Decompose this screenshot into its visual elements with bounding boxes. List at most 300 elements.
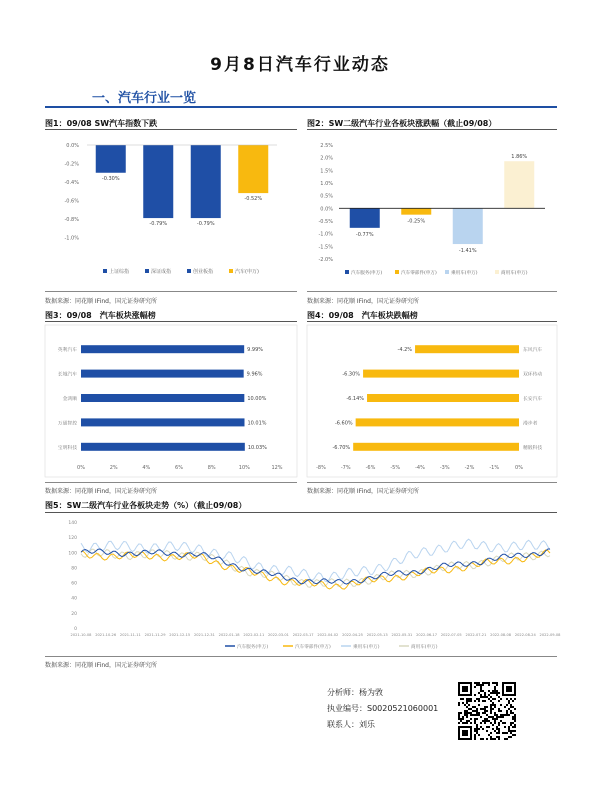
qr-module xyxy=(492,682,494,684)
qr-module xyxy=(490,712,492,714)
qr-module xyxy=(496,726,498,728)
qr-module xyxy=(504,714,506,716)
bar xyxy=(356,418,519,426)
qr-module xyxy=(490,708,492,710)
y-tick-label: 2.0% xyxy=(320,155,333,162)
legend-swatch xyxy=(145,269,149,273)
qr-module xyxy=(500,698,502,700)
analyst-contact: 联系人：刘乐 xyxy=(327,720,375,729)
qr-module xyxy=(510,706,512,708)
legend-label: 商用车(申万) xyxy=(501,271,528,276)
data-label: -4.2% xyxy=(397,347,413,354)
qr-module xyxy=(480,722,482,724)
qr-code-icon xyxy=(458,682,516,740)
qr-module xyxy=(494,718,496,720)
y-tick-label: -1.5% xyxy=(318,244,333,251)
qr-module xyxy=(510,722,512,724)
category-label: 精锻科技 xyxy=(523,445,543,451)
qr-module xyxy=(490,704,492,706)
qr-module xyxy=(478,698,480,700)
qr-module xyxy=(512,716,514,718)
qr-module xyxy=(482,700,484,702)
x-tick-label: 2022-03-01 xyxy=(268,633,289,637)
data-label: -0.79% xyxy=(149,221,168,228)
qr-module xyxy=(470,700,472,702)
data-label: -0.52% xyxy=(244,196,263,203)
qr-module xyxy=(474,728,476,730)
legend-label: 乘用车(申万) xyxy=(353,645,380,650)
legend-swatch xyxy=(229,269,233,273)
x-tick-label: 2021-10-08 xyxy=(70,633,92,637)
qr-module xyxy=(492,702,494,704)
qr-module xyxy=(486,726,488,728)
qr-module xyxy=(474,682,476,684)
qr-module xyxy=(496,716,498,718)
qr-finder xyxy=(506,686,512,692)
qr-module xyxy=(470,714,472,716)
legend-label: 汽车服务(申万) xyxy=(237,645,269,650)
qr-module xyxy=(510,736,512,738)
bar xyxy=(401,208,431,214)
y-tick-label: -0.5% xyxy=(318,219,333,225)
fig1-chart xyxy=(45,131,297,286)
qr-module xyxy=(490,732,492,734)
qr-module xyxy=(498,728,500,730)
qr-module xyxy=(494,720,496,722)
y-tick-label: 0.5% xyxy=(320,193,333,200)
qr-module xyxy=(492,690,494,692)
y-tick-label: 1.0% xyxy=(320,181,333,187)
analyst-name: 分析师：杨为敩 xyxy=(327,688,383,697)
qr-module xyxy=(502,722,504,724)
qr-module xyxy=(480,696,482,698)
qr-module xyxy=(496,692,498,694)
qr-module xyxy=(478,712,480,714)
fig5-chart xyxy=(45,516,561,654)
qr-module xyxy=(508,714,510,716)
qr-module xyxy=(506,710,508,712)
qr-module xyxy=(486,720,488,722)
analyst-cert: 执业编号：S0020521060001 xyxy=(327,704,439,713)
qr-module xyxy=(480,688,482,690)
bar xyxy=(453,208,483,244)
qr-module xyxy=(504,706,506,708)
qr-module xyxy=(506,714,508,716)
y-tick-label: 40 xyxy=(71,596,77,602)
qr-module xyxy=(502,716,504,718)
qr-module xyxy=(476,728,478,730)
category-label: 英利汽车 xyxy=(57,348,77,354)
data-label: -0.79% xyxy=(196,221,215,228)
qr-module xyxy=(506,732,508,734)
data-label: -0.77% xyxy=(355,231,374,238)
qr-module xyxy=(470,718,472,720)
qr-module xyxy=(488,682,490,684)
data-label: -6.70% xyxy=(332,444,351,451)
qr-module xyxy=(492,698,494,700)
bar xyxy=(143,145,173,218)
qr-module xyxy=(468,704,470,706)
qr-module xyxy=(476,712,478,714)
legend-swatch xyxy=(445,270,449,274)
qr-module xyxy=(494,698,496,700)
category-label: 金鸿顺 xyxy=(62,397,77,402)
qr-module xyxy=(498,696,500,698)
y-tick-label: 1.5% xyxy=(320,168,333,175)
qr-module xyxy=(508,702,510,704)
data-label: -0.30% xyxy=(101,175,120,182)
qr-module xyxy=(466,710,468,712)
qr-module xyxy=(474,694,476,696)
qr-module xyxy=(498,692,500,694)
bar xyxy=(363,370,519,378)
qr-module xyxy=(504,732,506,734)
x-tick-label: 10% xyxy=(238,465,250,471)
fig5-rule xyxy=(45,512,557,513)
qr-module xyxy=(474,738,476,740)
qr-module xyxy=(514,708,516,710)
page-title: 9月8日汽车行业动态 xyxy=(210,55,390,75)
qr-module xyxy=(482,696,484,698)
x-tick-label: 2022-07-21 xyxy=(465,633,487,637)
qr-module xyxy=(486,696,488,698)
qr-module xyxy=(466,720,468,722)
data-label: -0.25% xyxy=(407,218,426,225)
qr-module xyxy=(492,704,494,706)
bar xyxy=(191,145,221,218)
y-tick-label: 120 xyxy=(68,536,77,542)
qr-module xyxy=(494,688,496,690)
qr-module xyxy=(476,724,478,726)
qr-module xyxy=(510,724,512,726)
qr-module xyxy=(486,738,488,740)
fig3-chart xyxy=(45,325,297,477)
qr-module xyxy=(474,730,476,732)
qr-module xyxy=(510,730,512,732)
bar xyxy=(96,145,126,173)
legend-label: 深证成指 xyxy=(151,269,172,275)
qr-module xyxy=(514,698,516,700)
qr-module xyxy=(484,706,486,708)
qr-module xyxy=(484,696,486,698)
y-tick-label: -2.0% xyxy=(318,257,333,263)
qr-module xyxy=(482,708,484,710)
legend-label: 汽车零部件(申万) xyxy=(401,271,437,276)
section-divider xyxy=(45,106,557,108)
data-label: 10.00% xyxy=(247,396,267,402)
qr-module xyxy=(460,698,462,700)
series-line xyxy=(81,539,550,582)
bar xyxy=(81,418,244,426)
fig2-bottom-rule xyxy=(307,291,557,292)
fig1-rule xyxy=(45,129,297,130)
qr-module xyxy=(494,686,496,688)
x-tick-label: 6% xyxy=(175,465,183,471)
qr-module xyxy=(476,710,478,712)
qr-module xyxy=(468,700,470,702)
x-tick-label: 2022-01-18 xyxy=(218,633,240,637)
qr-module xyxy=(484,720,486,722)
y-tick-label: 20 xyxy=(71,611,77,617)
x-tick-label: 2021-12-15 xyxy=(169,633,191,637)
qr-module xyxy=(496,732,498,734)
qr-module xyxy=(464,714,466,716)
qr-module xyxy=(470,712,472,714)
legend-label: 汽车(申万) xyxy=(235,269,259,275)
qr-module xyxy=(466,706,468,708)
legend-label: 汽车零部件(申万) xyxy=(295,645,331,650)
qr-module xyxy=(470,722,472,724)
qr-module xyxy=(494,712,496,714)
qr-module xyxy=(494,692,496,694)
qr-module xyxy=(498,722,500,724)
qr-module xyxy=(490,692,492,694)
qr-module xyxy=(504,726,506,728)
qr-module xyxy=(466,722,468,724)
data-label: -6.30% xyxy=(342,371,361,378)
y-tick-label: 140 xyxy=(68,521,77,526)
qr-module xyxy=(480,686,482,688)
fig4-bottom-rule xyxy=(307,482,557,483)
qr-module xyxy=(462,698,464,700)
qr-module xyxy=(488,734,490,736)
legend-label: 乘用车(申万) xyxy=(451,271,478,276)
qr-module xyxy=(462,718,464,720)
bar xyxy=(81,345,244,353)
qr-module xyxy=(458,702,460,704)
qr-module xyxy=(508,700,510,702)
fig3-source: 数据来源：同花顺 IFind，国元证券研究所 xyxy=(45,488,157,495)
legend-label: 商用车(申万) xyxy=(411,645,438,650)
y-tick-label: 80 xyxy=(71,566,77,572)
qr-module xyxy=(506,698,508,700)
data-label: 10.01% xyxy=(247,420,267,427)
qr-module xyxy=(488,694,490,696)
qr-module xyxy=(514,714,516,716)
x-tick-label: 0% xyxy=(515,465,523,471)
qr-module xyxy=(508,708,510,710)
qr-module xyxy=(482,728,484,730)
qr-module xyxy=(512,734,514,736)
qr-module xyxy=(470,708,472,710)
qr-module xyxy=(458,718,460,720)
y-tick-label: -0.2% xyxy=(64,161,79,168)
qr-module xyxy=(512,706,514,708)
qr-module xyxy=(508,726,510,728)
data-label: -6.60% xyxy=(334,420,353,427)
qr-module xyxy=(480,738,482,740)
qr-module xyxy=(468,708,470,710)
fig5-source: 数据来源：同花顺 IFind，国元证券研究所 xyxy=(45,662,157,669)
qr-module xyxy=(488,684,490,686)
qr-module xyxy=(478,728,480,730)
qr-module xyxy=(466,716,468,718)
qr-finder xyxy=(462,686,468,692)
fig2-chart xyxy=(307,131,557,286)
legend-label: 上证综指 xyxy=(109,269,130,275)
fig3-rule xyxy=(45,321,297,322)
x-tick-label: -6% xyxy=(365,465,376,471)
qr-module xyxy=(488,720,490,722)
qr-module xyxy=(478,692,480,694)
qr-module xyxy=(512,700,514,702)
qr-module xyxy=(510,710,512,712)
qr-module xyxy=(466,714,468,716)
qr-module xyxy=(458,722,460,724)
qr-module xyxy=(472,706,474,708)
category-label: 长安汽车 xyxy=(523,397,543,402)
x-tick-label: -7% xyxy=(340,465,351,471)
qr-module xyxy=(500,710,502,712)
qr-module xyxy=(492,708,494,710)
qr-module xyxy=(508,730,510,732)
x-tick-label: -5% xyxy=(390,465,401,471)
qr-module xyxy=(478,682,480,684)
x-tick-label: 2022-08-08 xyxy=(490,633,512,637)
x-tick-label: 2022-08-24 xyxy=(514,633,536,637)
category-label: 长城汽车 xyxy=(57,372,77,378)
fig4-rule xyxy=(307,321,557,322)
fig1-source: 数据来源：同花顺 IFind，国元证券研究所 xyxy=(45,298,157,305)
qr-module xyxy=(502,732,504,734)
x-tick-label: -2% xyxy=(464,465,475,471)
section-heading: 一、汽车行业一览 xyxy=(92,91,197,106)
bar xyxy=(367,394,519,402)
x-tick-label: 2022-09-08 xyxy=(539,633,561,637)
qr-module xyxy=(482,720,484,722)
qr-module xyxy=(506,738,508,740)
qr-module xyxy=(474,686,476,688)
data-label: 9.96% xyxy=(246,371,263,378)
qr-module xyxy=(492,738,494,740)
qr-module xyxy=(490,738,492,740)
qr-module xyxy=(478,700,480,702)
qr-module xyxy=(474,700,476,702)
legend-swatch xyxy=(395,270,399,274)
qr-module xyxy=(474,720,476,722)
qr-module xyxy=(498,730,500,732)
y-tick-label: 2.5% xyxy=(320,143,333,149)
qr-module xyxy=(462,716,464,718)
fig1-title: 图1：09/08 SW汽车指数下跌 xyxy=(45,119,158,128)
qr-module xyxy=(498,716,500,718)
qr-module xyxy=(474,736,476,738)
qr-module xyxy=(458,704,460,706)
qr-module xyxy=(508,728,510,730)
qr-module xyxy=(494,690,496,692)
qr-module xyxy=(514,724,516,726)
x-tick-label: 2021-11-29 xyxy=(144,633,166,637)
qr-module xyxy=(476,732,478,734)
qr-module xyxy=(474,714,476,716)
qr-module xyxy=(464,704,466,706)
qr-module xyxy=(464,710,466,712)
y-tick-label: 0 xyxy=(74,627,77,632)
x-tick-label: -8% xyxy=(316,465,326,471)
qr-module xyxy=(484,718,486,720)
qr-module xyxy=(490,706,492,708)
category-label: 漫步者 xyxy=(523,421,538,427)
x-tick-label: 0% xyxy=(77,465,85,471)
qr-module xyxy=(458,716,460,718)
qr-module xyxy=(494,704,496,706)
qr-module xyxy=(480,726,482,728)
qr-module xyxy=(494,706,496,708)
qr-module xyxy=(488,690,490,692)
qr-module xyxy=(488,698,490,700)
fig2-rule xyxy=(307,129,557,130)
qr-module xyxy=(492,718,494,720)
y-tick-label: -1.0% xyxy=(318,231,333,238)
qr-module xyxy=(496,694,498,696)
qr-module xyxy=(480,716,482,718)
qr-module xyxy=(486,718,488,720)
legend-swatch xyxy=(495,270,499,274)
qr-module xyxy=(476,714,478,716)
qr-module xyxy=(472,714,474,716)
fig5-title: 图5：SW二级汽车行业各板块走势（%）（截止09/08） xyxy=(45,501,247,510)
qr-finder xyxy=(462,730,468,736)
qr-module xyxy=(492,728,494,730)
y-tick-label: 0.0% xyxy=(66,143,79,149)
qr-module xyxy=(494,722,496,724)
x-tick-label: 4% xyxy=(142,465,151,471)
x-tick-label: 2022-03-17 xyxy=(292,633,314,637)
qr-module xyxy=(484,700,486,702)
y-tick-label: 0.0% xyxy=(320,206,333,213)
qr-module xyxy=(514,718,516,720)
qr-module xyxy=(504,722,506,724)
qr-module xyxy=(486,706,488,708)
bar xyxy=(81,370,244,378)
qr-module xyxy=(500,704,502,706)
qr-module xyxy=(460,720,462,722)
qr-module xyxy=(478,704,480,706)
bar xyxy=(238,145,268,193)
qr-module xyxy=(490,696,492,698)
qr-module xyxy=(496,714,498,716)
qr-module xyxy=(506,712,508,714)
y-tick-label: 100 xyxy=(68,551,77,557)
x-tick-label: -4% xyxy=(415,465,425,471)
qr-module xyxy=(480,694,482,696)
qr-module xyxy=(498,700,500,702)
fig2-source: 数据来源：同花顺 IFind，国元证券研究所 xyxy=(307,298,419,305)
qr-module xyxy=(514,734,516,736)
qr-module xyxy=(494,682,496,684)
qr-module xyxy=(484,712,486,714)
qr-module xyxy=(464,722,466,724)
qr-module xyxy=(482,712,484,714)
y-tick-label: -1.0% xyxy=(64,235,79,242)
qr-module xyxy=(502,714,504,716)
qr-module xyxy=(512,712,514,714)
qr-module xyxy=(458,714,460,716)
bar xyxy=(350,208,380,228)
qr-module xyxy=(468,720,470,722)
qr-module xyxy=(490,710,492,712)
fig4-title: 图4：09/08 汽车板块跌幅榜 xyxy=(307,311,418,320)
bar xyxy=(81,443,245,451)
qr-module xyxy=(496,684,498,686)
qr-module xyxy=(510,712,512,714)
qr-module xyxy=(476,682,478,684)
qr-module xyxy=(510,732,512,734)
qr-module xyxy=(466,702,468,704)
data-label: 9.99% xyxy=(247,347,264,354)
qr-module xyxy=(510,698,512,700)
qr-module xyxy=(514,726,516,728)
